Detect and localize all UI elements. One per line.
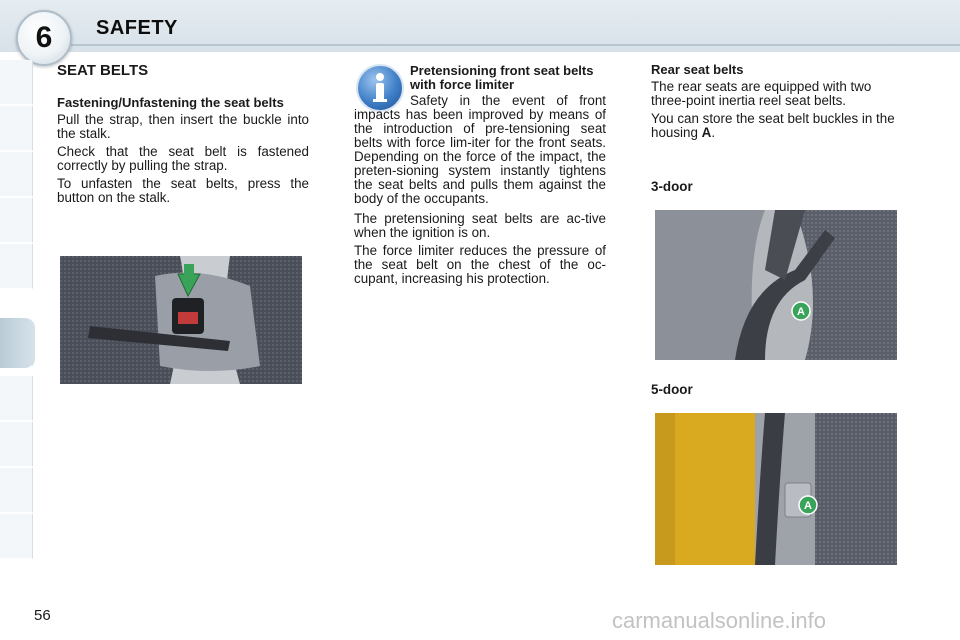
housing-label: A [701, 125, 712, 140]
callout-a-3door: A [797, 306, 805, 318]
thumb-tab-active[interactable] [0, 318, 35, 369]
thumb-tab[interactable] [0, 468, 33, 513]
thumb-tab[interactable] [0, 152, 33, 197]
chapter-badge [16, 10, 72, 66]
chapter-thumb-tabs [0, 60, 34, 580]
rear-seat-belts-heading: Rear seat belts [651, 62, 744, 77]
thumb-tab[interactable] [0, 514, 33, 559]
paragraph: Check that the seat belt is fastened correctly by pulling the strap. [57, 144, 309, 173]
fastening-subheading: Fastening/Unfastening the seat belts [57, 95, 284, 110]
paragraph: The pretensioning seat belts are ac-tive when the ignition is on. [354, 211, 606, 240]
middle-column-continued [354, 212, 606, 290]
thumb-tab[interactable] [0, 60, 33, 105]
paragraph-end: . [711, 125, 716, 140]
pretensioning-heading: Pretensioning front seat belts with force limiter [410, 63, 594, 92]
pretensioning-heading-block [410, 64, 606, 95]
middle-column [354, 94, 606, 210]
thumb-tab[interactable] [0, 422, 33, 467]
thumb-tab[interactable] [0, 376, 33, 421]
header-rule [60, 44, 960, 46]
five-door-photo [655, 413, 897, 565]
three-door-photo [655, 210, 897, 360]
page-number: 56 [34, 607, 51, 624]
paragraph-text: You can store the seat belt buckles in the housing [651, 111, 895, 140]
callout-a-5door: A [804, 500, 812, 512]
paragraph: The rear seats are equipped with two three-point inertia reel seat belts. [651, 79, 872, 108]
section-title: SAFETY [96, 17, 178, 39]
seat-belts-heading: SEAT BELTS [57, 62, 149, 79]
paragraph: Pull the strap, then insert the buckle into the stalk. [57, 112, 309, 141]
label-3-door: 3-door [651, 179, 693, 194]
right-column [651, 63, 907, 144]
thumb-tab[interactable] [0, 198, 33, 243]
watermark: carmanualsonline.info [612, 608, 827, 633]
chapter-number: 6 [35, 21, 53, 54]
buckle-photo [60, 256, 302, 384]
paragraph: To unfasten the seat belts, press the button on the stalk. [57, 176, 309, 205]
paragraph: Safety in the event of front impacts has been improved by means of the introduction of pre-tensioning seat belts with force lim-iter for the front seats. Depending on the force of the impact, the preten-sioning system instantly tightens the seat belts and pulls them against the body of the occupants. [354, 93, 606, 206]
left-column [57, 96, 309, 209]
thumb-tab[interactable] [0, 106, 33, 151]
thumb-tab[interactable] [0, 244, 33, 289]
paragraph: The force limiter reduces the pressure of the seat belt on the chest of the oc-cupant, increasing his protection. [354, 243, 606, 286]
label-5-door: 5-door [651, 382, 693, 397]
paragraph [651, 112, 907, 140]
